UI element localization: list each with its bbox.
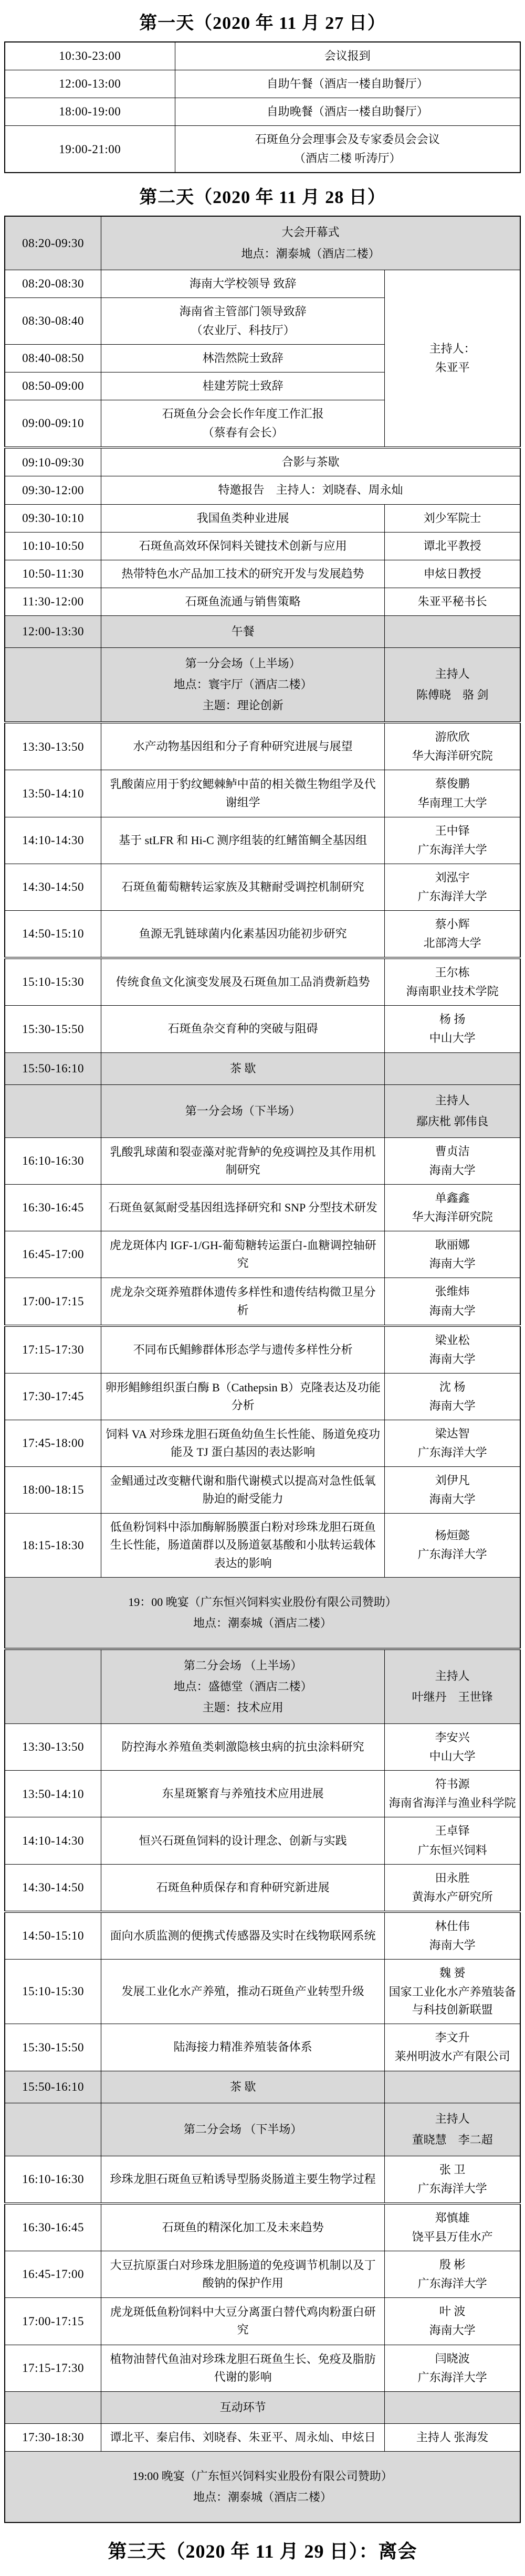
speaker-cell: 魏 赟 国家工业化水产养殖装备与科技创新联盟 — [385, 1960, 520, 2024]
time-cell: 08:20-08:30 — [5, 270, 101, 297]
time-cell: 13:50-14:10 — [5, 1771, 101, 1817]
time-cell: 16:30-16:45 — [5, 1185, 101, 1231]
speaker-cell: 沈 杨 海南大学 — [385, 1373, 520, 1420]
time-cell: 09:00-09:10 — [5, 400, 101, 448]
session-cell: 水产动物基因组和分子育种研究进展与展望 — [101, 722, 385, 770]
time-cell: 08:30-08:40 — [5, 297, 101, 344]
session-cell: 第一分会场（下半场） — [101, 1084, 385, 1137]
schedule-row — [5, 1326, 520, 1374]
session-cell: 互动环节 — [101, 2391, 385, 2423]
session-cell: 石斑鱼分会会长作年度工作汇报 （蔡春有会长） — [101, 400, 385, 448]
time-cell: 10:30-23:00 — [5, 42, 175, 70]
speaker-cell: 王卓铎 广东恒兴饲料 — [385, 1817, 520, 1864]
time-cell: 13:30-13:50 — [5, 1724, 101, 1771]
time-cell: 08:40-08:50 — [5, 344, 101, 372]
schedule-row — [5, 70, 520, 98]
schedule-row — [5, 2451, 520, 2522]
session-cell: 金鲳通过改变糖代谢和脂代谢模式以提高对急性低氧胁迫的耐受能力 — [101, 1467, 385, 1514]
session-cell: 第二分会场 （下半场） — [101, 2103, 385, 2156]
session-cell: 茶 歇 — [101, 2071, 385, 2103]
day2-schedule-table — [4, 216, 521, 2523]
speaker-cell: 单鑫鑫 华大海洋研究院 — [385, 1185, 520, 1231]
time-cell: 16:30-16:45 — [5, 2204, 101, 2251]
time-cell: 15:10-15:30 — [5, 958, 101, 1006]
schedule-row — [5, 448, 520, 476]
session-cell: 珍珠龙胆石斑鱼豆粕诱导型肠炎肠道主要生物学过程 — [101, 2156, 385, 2204]
time-cell: 15:30-15:50 — [5, 2024, 101, 2071]
speaker-cell: 林仕伟 海南大学 — [385, 1912, 520, 1960]
schedule-row — [5, 615, 520, 647]
schedule-row — [5, 216, 520, 270]
session-cell: 发展工业化水产养殖，推动石斑鱼产业转型升级 — [101, 1960, 385, 2024]
schedule-row — [5, 42, 520, 70]
session-cell: 低鱼粉饲料中添加酶解肠膜蛋白粉对珍珠龙胆石斑鱼生长性能，肠道菌群以及肠道氨基酸和小肽转运载体表达的影响 — [101, 1514, 385, 1577]
schedule-row — [5, 2024, 520, 2071]
speaker-cell: 王中铎 广东海洋大学 — [385, 817, 520, 864]
speaker-cell: 张 卫 广东海洋大学 — [385, 2156, 520, 2204]
speaker-cell: 主持人 陈傅晓 骆 剑 — [385, 647, 520, 722]
speaker-cell: 杨 扬 中山大学 — [385, 1006, 520, 1052]
time-cell: 17:00-17:15 — [5, 2298, 101, 2345]
session-cell: 传统食鱼文化演变发展及石斑鱼加工品消费新趋势 — [101, 958, 385, 1006]
time-cell: 14:10-14:30 — [5, 817, 101, 864]
speaker-cell: 游欣欣 华大海洋研究院 — [385, 722, 520, 770]
speaker-cell: 叶 波 海南大学 — [385, 2298, 520, 2345]
schedule-row — [5, 817, 520, 864]
schedule-row — [5, 864, 520, 910]
speaker-cell: 李安兴 中山大学 — [385, 1724, 520, 1771]
speaker-cell — [385, 2391, 520, 2423]
speaker-cell: 主持人 叶继丹 王世锋 — [385, 1649, 520, 1724]
session-cell: 合影与茶歇 — [101, 448, 520, 476]
session-cell: 防控海水养殖鱼类刺激隐核虫病的抗虫涂料研究 — [101, 1724, 385, 1771]
schedule-row — [5, 560, 520, 588]
event-cell: 自助午餐（酒店一楼自助餐厅） — [175, 70, 520, 98]
speaker-cell: 主持人 鄢庆枇 郭伟良 — [385, 1084, 520, 1137]
time-cell: 18:00-18:15 — [5, 1467, 101, 1514]
speaker-cell: 朱亚平秘书长 — [385, 588, 520, 615]
banquet-cell: 19:00 晚宴（广东恒兴饲料实业股份有限公司赞助） 地点：潮泰城（酒店二楼） — [5, 2451, 520, 2522]
session-cell: 乳酸菌应用于豹纹鳃棘鲈中苗的相关微生物组学及代谢组学 — [101, 770, 385, 817]
schedule-row — [5, 958, 520, 1006]
session-cell: 第二分会场 （上半场） 地点：盛德堂（酒店二楼） 主题：技术应用 — [101, 1649, 385, 1724]
time-cell: 16:10-16:30 — [5, 1137, 101, 1184]
schedule-row — [5, 2071, 520, 2103]
speaker-cell: 刘少军院士 — [385, 504, 520, 532]
time-cell: 14:30-14:50 — [5, 1864, 101, 1912]
speaker-cell: 符书源 海南省海洋与渔业科学院 — [385, 1771, 520, 1817]
time-cell: 19:00-21:00 — [5, 126, 175, 173]
session-cell: 卵形鲳鲹组织蛋白酶 B（Cathepsin B）克隆表达及功能分析 — [101, 1373, 385, 1420]
speaker-cell: 主持人： 朱亚平 — [385, 270, 520, 448]
speaker-cell: 王尔栋 海南职业技术学院 — [385, 958, 520, 1006]
time-cell — [5, 647, 101, 722]
session-cell: 陆海接力精准养殖装备体系 — [101, 2024, 385, 2071]
session-cell: 石斑鱼流通与销售策略 — [101, 588, 385, 615]
day2-title: 第二天（2020 年 11 月 28 日） — [139, 188, 386, 208]
schedule-row — [5, 1006, 520, 1052]
session-cell: 热带特色水产品加工技术的研究开发与发展趋势 — [101, 560, 385, 588]
schedule-row — [5, 1960, 520, 2024]
speaker-cell: 闫晓波 广东海洋大学 — [385, 2345, 520, 2391]
schedule-row — [5, 1052, 520, 1084]
time-cell: 10:10-10:50 — [5, 532, 101, 560]
schedule-row — [5, 2156, 520, 2204]
schedule-row — [5, 1137, 520, 1184]
schedule-row — [5, 98, 520, 126]
session-cell: 鱼源无乳链球菌内化素基因功能初步研究 — [101, 911, 385, 959]
time-cell: 17:30-18:30 — [5, 2423, 101, 2451]
schedule-row — [5, 2423, 520, 2451]
time-cell: 17:00-17:15 — [5, 1278, 101, 1326]
session-cell: 不同布氏鲳鲹群体形态学与遗传多样性分析 — [101, 1326, 385, 1374]
schedule-row — [5, 1467, 520, 1514]
schedule-row — [5, 647, 520, 722]
speaker-cell: 耿丽娜 海南大学 — [385, 1231, 520, 1278]
schedule-row — [5, 1771, 520, 1817]
speaker-cell: 蔡小辉 北部湾大学 — [385, 911, 520, 959]
schedule-row — [5, 1649, 520, 1724]
schedule-row — [5, 588, 520, 615]
time-cell: 16:45-17:00 — [5, 1231, 101, 1278]
time-cell: 15:50-16:10 — [5, 2071, 101, 2103]
time-cell: 14:10-14:30 — [5, 1817, 101, 1864]
time-cell: 13:30-13:50 — [5, 722, 101, 770]
session-cell: 特邀报告 主持人：刘晓春、周永灿 — [101, 476, 520, 504]
time-cell: 14:50-15:10 — [5, 1912, 101, 1960]
session-cell: 桂建芳院士致辞 — [101, 372, 385, 400]
time-cell: 09:10-09:30 — [5, 448, 101, 476]
speaker-cell: 张维炜 海南大学 — [385, 1278, 520, 1326]
speaker-cell: 谭北平教授 — [385, 532, 520, 560]
time-cell: 15:30-15:50 — [5, 1006, 101, 1052]
schedule-row — [5, 1514, 520, 1577]
session-cell: 谭北平、秦启伟、刘晓春、朱亚平、周永灿、申炫日 — [101, 2423, 385, 2451]
session-cell: 石斑鱼种质保存和育种研究新进展 — [101, 1864, 385, 1912]
schedule-row — [5, 476, 520, 504]
schedule-row — [5, 911, 520, 959]
speaker-cell — [385, 2071, 520, 2103]
time-cell: 09:30-12:00 — [5, 476, 101, 504]
time-cell: 16:45-17:00 — [5, 2251, 101, 2298]
speaker-cell: 田永胜 黄海水产研究所 — [385, 1864, 520, 1912]
time-cell: 14:50-15:10 — [5, 911, 101, 959]
session-cell: 基于 stLFR 和 Hi-C 测序组装的红鳍笛鲷全基因组 — [101, 817, 385, 864]
session-cell: 第一分会场（上半场） 地点：寰宇厅（酒店二楼） 主题：理论创新 — [101, 647, 385, 722]
time-cell: 10:50-11:30 — [5, 560, 101, 588]
session-cell: 乳酸乳球菌和裂壶藻对驼背鲈的免疫调控及其作用机制研究 — [101, 1137, 385, 1184]
time-cell: 17:15-17:30 — [5, 1326, 101, 1374]
day1-schedule-table — [4, 41, 521, 173]
session-cell: 恒兴石斑鱼饲料的设计理念、创新与实践 — [101, 1817, 385, 1864]
speaker-cell: 蔡俊鹏 华南理工大学 — [385, 770, 520, 817]
session-cell: 大会开幕式 地点：潮泰城（酒店二楼） — [101, 216, 520, 270]
time-cell: 15:10-15:30 — [5, 1960, 101, 2024]
session-cell: 石斑鱼氨氮耐受基因组选择研究和 SNP 分型技术研发 — [101, 1185, 385, 1231]
schedule-row — [5, 2345, 520, 2391]
schedule-row — [5, 504, 520, 532]
speaker-cell: 梁业松 海南大学 — [385, 1326, 520, 1374]
schedule-row — [5, 722, 520, 770]
time-cell: 16:10-16:30 — [5, 2156, 101, 2204]
time-cell: 12:00-13:00 — [5, 70, 175, 98]
schedule-row — [5, 1724, 520, 1771]
time-cell: 09:30-10:10 — [5, 504, 101, 532]
schedule-row — [5, 1420, 520, 1466]
speaker-cell: 主持人 张海发 — [385, 2423, 520, 2451]
speaker-cell: 刘泓宇 广东海洋大学 — [385, 864, 520, 910]
time-cell: 18:00-19:00 — [5, 98, 175, 126]
schedule-row — [5, 1084, 520, 1137]
speaker-cell: 郑慎雄 饶平县万佳水产 — [385, 2204, 520, 2251]
time-cell: 12:00-13:30 — [5, 615, 101, 647]
schedule-row — [5, 1577, 520, 1649]
session-cell: 大豆抗原蛋白对珍珠龙胆肠道的免疫调节机制以及丁酸钠的保护作用 — [101, 2251, 385, 2298]
event-cell: 会议报到 — [175, 42, 520, 70]
banquet-cell: 19：00 晚宴（广东恒兴饲料实业股份有限公司赞助） 地点：潮泰城（酒店二楼） — [5, 1577, 520, 1649]
time-cell — [5, 1084, 101, 1137]
schedule-row — [5, 1912, 520, 1960]
session-cell: 虎龙斑体内 IGF-1/GH-葡萄糖转运蛋白-血糖调控轴研究 — [101, 1231, 385, 1278]
day1-table-body — [5, 42, 520, 173]
time-cell: 18:15-18:30 — [5, 1514, 101, 1577]
time-cell: 17:15-17:30 — [5, 2345, 101, 2391]
schedule-row — [5, 1373, 520, 1420]
session-cell: 面向水质监测的便携式传感器及实时在线物联网系统 — [101, 1912, 385, 1960]
schedule-row — [5, 1864, 520, 1912]
schedule-row — [5, 1185, 520, 1231]
schedule-row — [5, 2391, 520, 2423]
session-cell: 石斑鱼杂交育种的突破与阻碍 — [101, 1006, 385, 1052]
schedule-row — [5, 1278, 520, 1326]
session-cell: 午餐 — [101, 615, 385, 647]
speaker-cell: 梁达智 广东海洋大学 — [385, 1420, 520, 1466]
schedule-row — [5, 2298, 520, 2345]
day1-title: 第一天（2020 年 11 月 27 日） — [139, 14, 386, 33]
speaker-cell: 李文升 莱州明波水产有限公司 — [385, 2024, 520, 2071]
speaker-cell: 申炫日教授 — [385, 560, 520, 588]
schedule-row — [5, 270, 520, 297]
session-cell: 虎龙杂交斑养殖群体遗传多样性和遗传结构微卫星分析 — [101, 1278, 385, 1326]
schedule-row — [5, 1231, 520, 1278]
time-cell: 08:20-09:30 — [5, 216, 101, 270]
time-cell: 14:30-14:50 — [5, 864, 101, 910]
schedule-row — [5, 2251, 520, 2298]
schedule-row — [5, 2204, 520, 2251]
day3-title: 第三天（2020 年 11 月 29 日）：离会 — [108, 2541, 417, 2562]
time-cell: 17:45-18:00 — [5, 1420, 101, 1466]
time-cell: 08:50-09:00 — [5, 372, 101, 400]
session-cell: 海南大学校领导 致辞 — [101, 270, 385, 297]
session-cell: 东星斑繁育与养殖技术应用进展 — [101, 1771, 385, 1817]
time-cell — [5, 1649, 101, 1724]
speaker-cell — [385, 615, 520, 647]
time-cell: 13:50-14:10 — [5, 770, 101, 817]
session-cell: 植物油替代鱼油对珍珠龙胆石斑鱼生长、免疫及脂肪代谢的影响 — [101, 2345, 385, 2391]
schedule-row — [5, 2103, 520, 2156]
time-cell: 17:30-17:45 — [5, 1373, 101, 1420]
session-cell: 我国鱼类种业进展 — [101, 504, 385, 532]
time-cell: 11:30-12:00 — [5, 588, 101, 615]
speaker-cell: 杨烜懿 广东海洋大学 — [385, 1514, 520, 1577]
event-cell: 石斑鱼分会理事会及专家委员会会议 （酒店二楼 听涛厅） — [175, 126, 520, 173]
session-cell: 茶 歇 — [101, 1052, 385, 1084]
session-cell: 林浩然院士致辞 — [101, 344, 385, 372]
time-cell — [5, 2391, 101, 2423]
schedule-row — [5, 1817, 520, 1864]
event-cell: 自助晚餐（酒店一楼自助餐厅） — [175, 98, 520, 126]
session-cell: 石斑鱼葡萄糖转运家族及其糖耐受调控机制研究 — [101, 864, 385, 910]
schedule-row — [5, 770, 520, 817]
speaker-cell: 主持人 董晓慧 李二超 — [385, 2103, 520, 2156]
session-cell: 饲料 VA 对珍珠龙胆石斑鱼幼鱼生长性能、肠道免疫功能及 TJ 蛋白基因的表达影响 — [101, 1420, 385, 1466]
schedule-row — [5, 532, 520, 560]
speaker-cell: 殷 彬 广东海洋大学 — [385, 2251, 520, 2298]
schedule-row — [5, 126, 520, 173]
speaker-cell — [385, 1052, 520, 1084]
session-cell: 海南省主管部门领导致辞 （农业厅、科技厅） — [101, 297, 385, 344]
session-cell: 虎龙斑低鱼粉饲料中大豆分离蛋白替代鸡肉粉蛋白研究 — [101, 2298, 385, 2345]
time-cell: 15:50-16:10 — [5, 1052, 101, 1084]
session-cell: 石斑鱼高效环保饲料关键技术创新与应用 — [101, 532, 385, 560]
speaker-cell: 刘伊凡 海南大学 — [385, 1467, 520, 1514]
speaker-cell: 曹贞洁 海南大学 — [385, 1137, 520, 1184]
day2-table-body — [5, 216, 520, 2522]
session-cell: 石斑鱼的精深化加工及未来趋势 — [101, 2204, 385, 2251]
time-cell — [5, 2103, 101, 2156]
